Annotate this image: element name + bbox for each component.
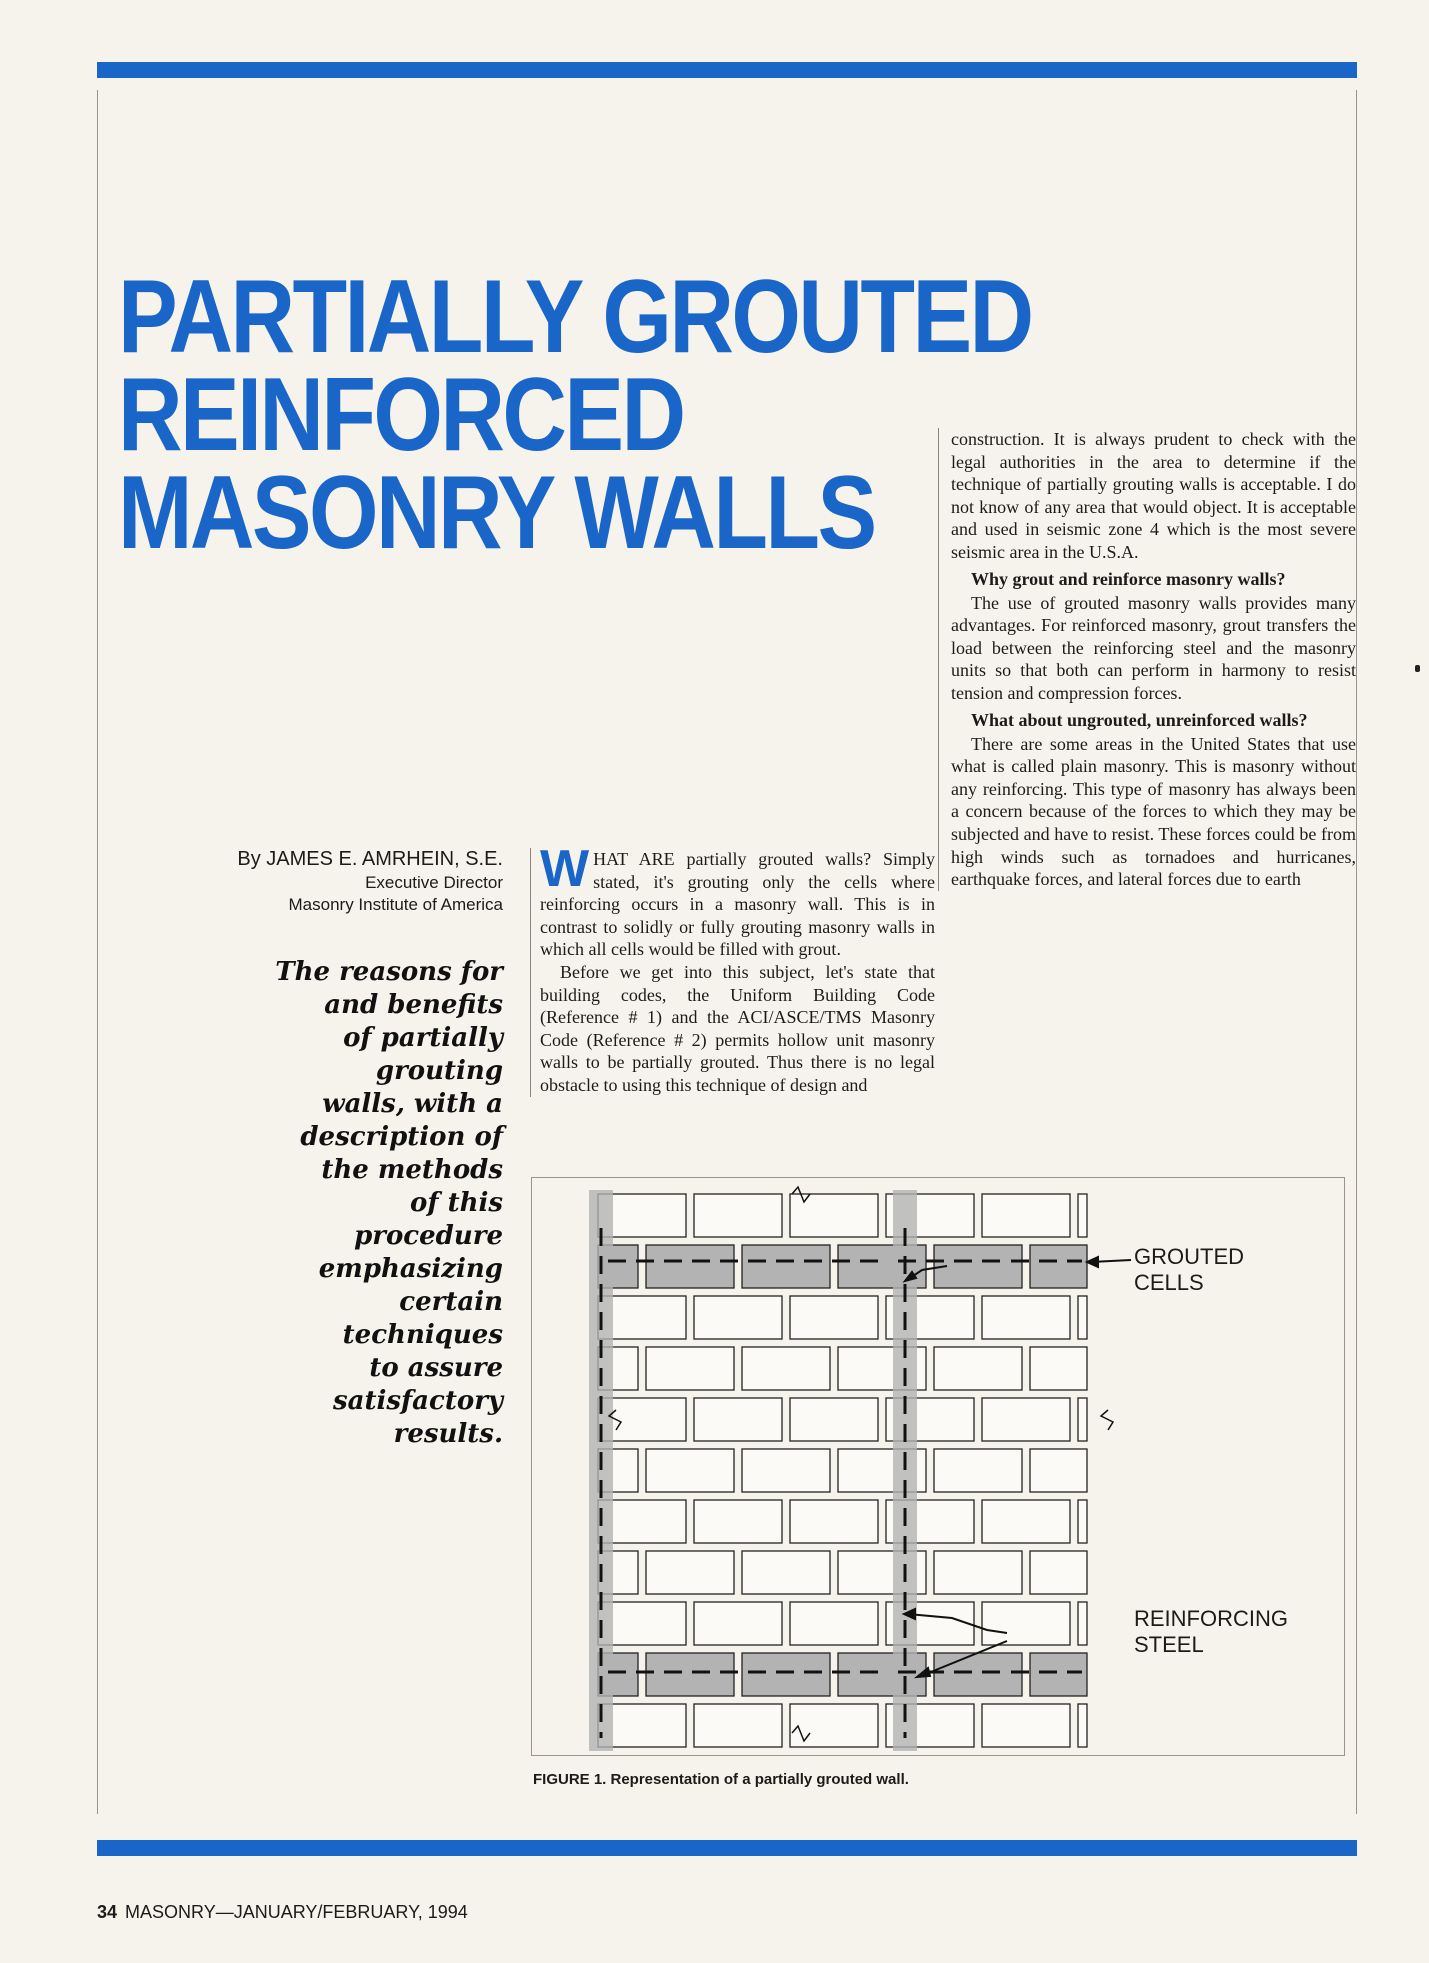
- masonry-course: [598, 1602, 1087, 1645]
- masonry-block: [1030, 1551, 1087, 1594]
- masonry-course: [598, 1398, 1087, 1441]
- byline: [180, 846, 503, 916]
- author-title: Executive Director: [365, 873, 503, 892]
- grouted-block: [646, 1245, 734, 1288]
- masonry-block: [742, 1551, 830, 1594]
- masonry-block: [646, 1449, 734, 1492]
- masonry-block: [1078, 1398, 1087, 1441]
- masonry-course: [598, 1194, 1087, 1237]
- masonry-block: [934, 1347, 1022, 1390]
- masonry-block: [694, 1296, 782, 1339]
- author-organization: Masonry Institute of America: [288, 895, 503, 914]
- masonry-course: [598, 1704, 1087, 1747]
- masonry-block: [1030, 1347, 1087, 1390]
- masonry-block: [694, 1398, 782, 1441]
- masonry-block: [790, 1296, 878, 1339]
- body-column-right: [938, 428, 1356, 891]
- body-paragraph-1-text: HAT ARE partially grouted walls? Simply stated, it's grouting only the cells where reinforcing occurs in a masonry wall. This is in contrast to solidly or fully grouting masonry walls in which all cells would be filled with grout.: [540, 849, 935, 960]
- masonry-block: [982, 1296, 1070, 1339]
- masonry-block: [646, 1347, 734, 1390]
- break-mark-right: [1101, 1410, 1113, 1430]
- grouted-block: [742, 1653, 830, 1696]
- bond-beam-course: [598, 1245, 1087, 1288]
- subhead-why-grout: Why grout and reinforce masonry walls?: [971, 568, 1286, 589]
- grouted-block: [742, 1245, 830, 1288]
- body-paragraph-2: Before we get into this subject, let's state that building codes, the Uniform Building Code (Reference # 1) and the ACI/ASCE/TMS Masonry Code (Reference # 2) permits hollow unit masonry walls to be partially grouted. Thus there is no legal obstacle to using this technique of design and: [540, 961, 935, 1095]
- grouted-block: [1030, 1245, 1087, 1288]
- masonry-block: [790, 1500, 878, 1543]
- masonry-block: [1078, 1194, 1087, 1237]
- masonry-block: [934, 1551, 1022, 1594]
- reinforcing-steel-label: REINFORCING STEEL: [1134, 1606, 1288, 1657]
- masonry-block: [982, 1602, 1070, 1645]
- masonry-course: [598, 1551, 1087, 1594]
- masonry-course: [598, 1449, 1087, 1492]
- masonry-block: [790, 1602, 878, 1645]
- body-paragraph-1: [540, 840, 935, 961]
- body-paragraph-3: construction. It is always prudent to check with the legal authorities in the area to determine if the technique of partially grouting walls is acceptable. I do not know of any area that would object. It is acceptable and used in seismic zone 4 which is the most severe seismic area in the U.S.A.: [951, 429, 1356, 562]
- masonry-block: [982, 1398, 1070, 1441]
- top-blue-rule: [97, 62, 1357, 78]
- grouted-cells-label: GROUTED CELLS: [1134, 1244, 1244, 1295]
- masonry-course: [598, 1296, 1087, 1339]
- grouted-block: [646, 1653, 734, 1696]
- masonry-block: [646, 1551, 734, 1594]
- masonry-block: [1078, 1602, 1087, 1645]
- masonry-block: [694, 1602, 782, 1645]
- masonry-block: [742, 1449, 830, 1492]
- drop-cap: W: [540, 840, 590, 898]
- masonry-block: [694, 1704, 782, 1747]
- grouted-block: [934, 1653, 1022, 1696]
- article-deck: The reasons for and benefits of partially grouting walls, with a description of the methods of this procedure emphasizing certain techniques to assure satisfactory results.: [275, 957, 503, 1449]
- grouted-block: [934, 1245, 1022, 1288]
- article-title: PARTIALLY GROUTED REINFORCED MASONRY WALLS: [118, 259, 1032, 571]
- figure-caption: FIGURE 1. Representation of a partially grouted wall.: [533, 1771, 909, 1788]
- body-column-left: [530, 840, 935, 1097]
- masonry-block: [1078, 1296, 1087, 1339]
- wall-courses: [598, 1194, 1087, 1747]
- masonry-block: [694, 1500, 782, 1543]
- publication-info: MASONRY—JANUARY/FEBRUARY, 1994: [125, 1902, 468, 1922]
- figure-1: [531, 1177, 1345, 1756]
- masonry-block: [694, 1194, 782, 1237]
- masonry-course: [598, 1347, 1087, 1390]
- page-number: 34: [97, 1902, 118, 1922]
- bottom-blue-rule: [97, 1840, 1357, 1856]
- grouted-cell-left: [589, 1190, 613, 1751]
- masonry-block: [1078, 1704, 1087, 1747]
- print-speck: [1415, 665, 1420, 672]
- masonry-block: [1030, 1449, 1087, 1492]
- masonry-block: [982, 1704, 1070, 1747]
- masonry-block: [982, 1500, 1070, 1543]
- author-name: By JAMES E. AMRHEIN, S.E.: [237, 848, 503, 870]
- body-paragraph-5: There are some areas in the United States that use what is called plain masonry. This is masonry without any reinforcing. This type of masonry has always been a concern because of the forces to which they may be subjected and have to resist. These forces could be from high winds such as tornadoes and hurricanes, earthquake forces, and lateral forces due to earth: [951, 733, 1356, 890]
- masonry-block: [1078, 1500, 1087, 1543]
- subhead-ungrouted: What about ungrouted, unreinforced walls?: [971, 709, 1308, 730]
- arrow-head: [1087, 1257, 1098, 1267]
- masonry-block: [934, 1449, 1022, 1492]
- grouted-block: [1030, 1653, 1087, 1696]
- page-footer: [97, 1902, 468, 1923]
- body-paragraph-4: The use of grouted masonry walls provides many advantages. For reinforced masonry, grout transfers the load between the reinforcing steel and the masonry units so that both can perform in harmony to resist tension and compression forces.: [951, 592, 1356, 703]
- masonry-block: [790, 1398, 878, 1441]
- masonry-block: [742, 1347, 830, 1390]
- masonry-course: [598, 1500, 1087, 1543]
- masonry-block: [982, 1194, 1070, 1237]
- bond-beam-course: [598, 1653, 1087, 1696]
